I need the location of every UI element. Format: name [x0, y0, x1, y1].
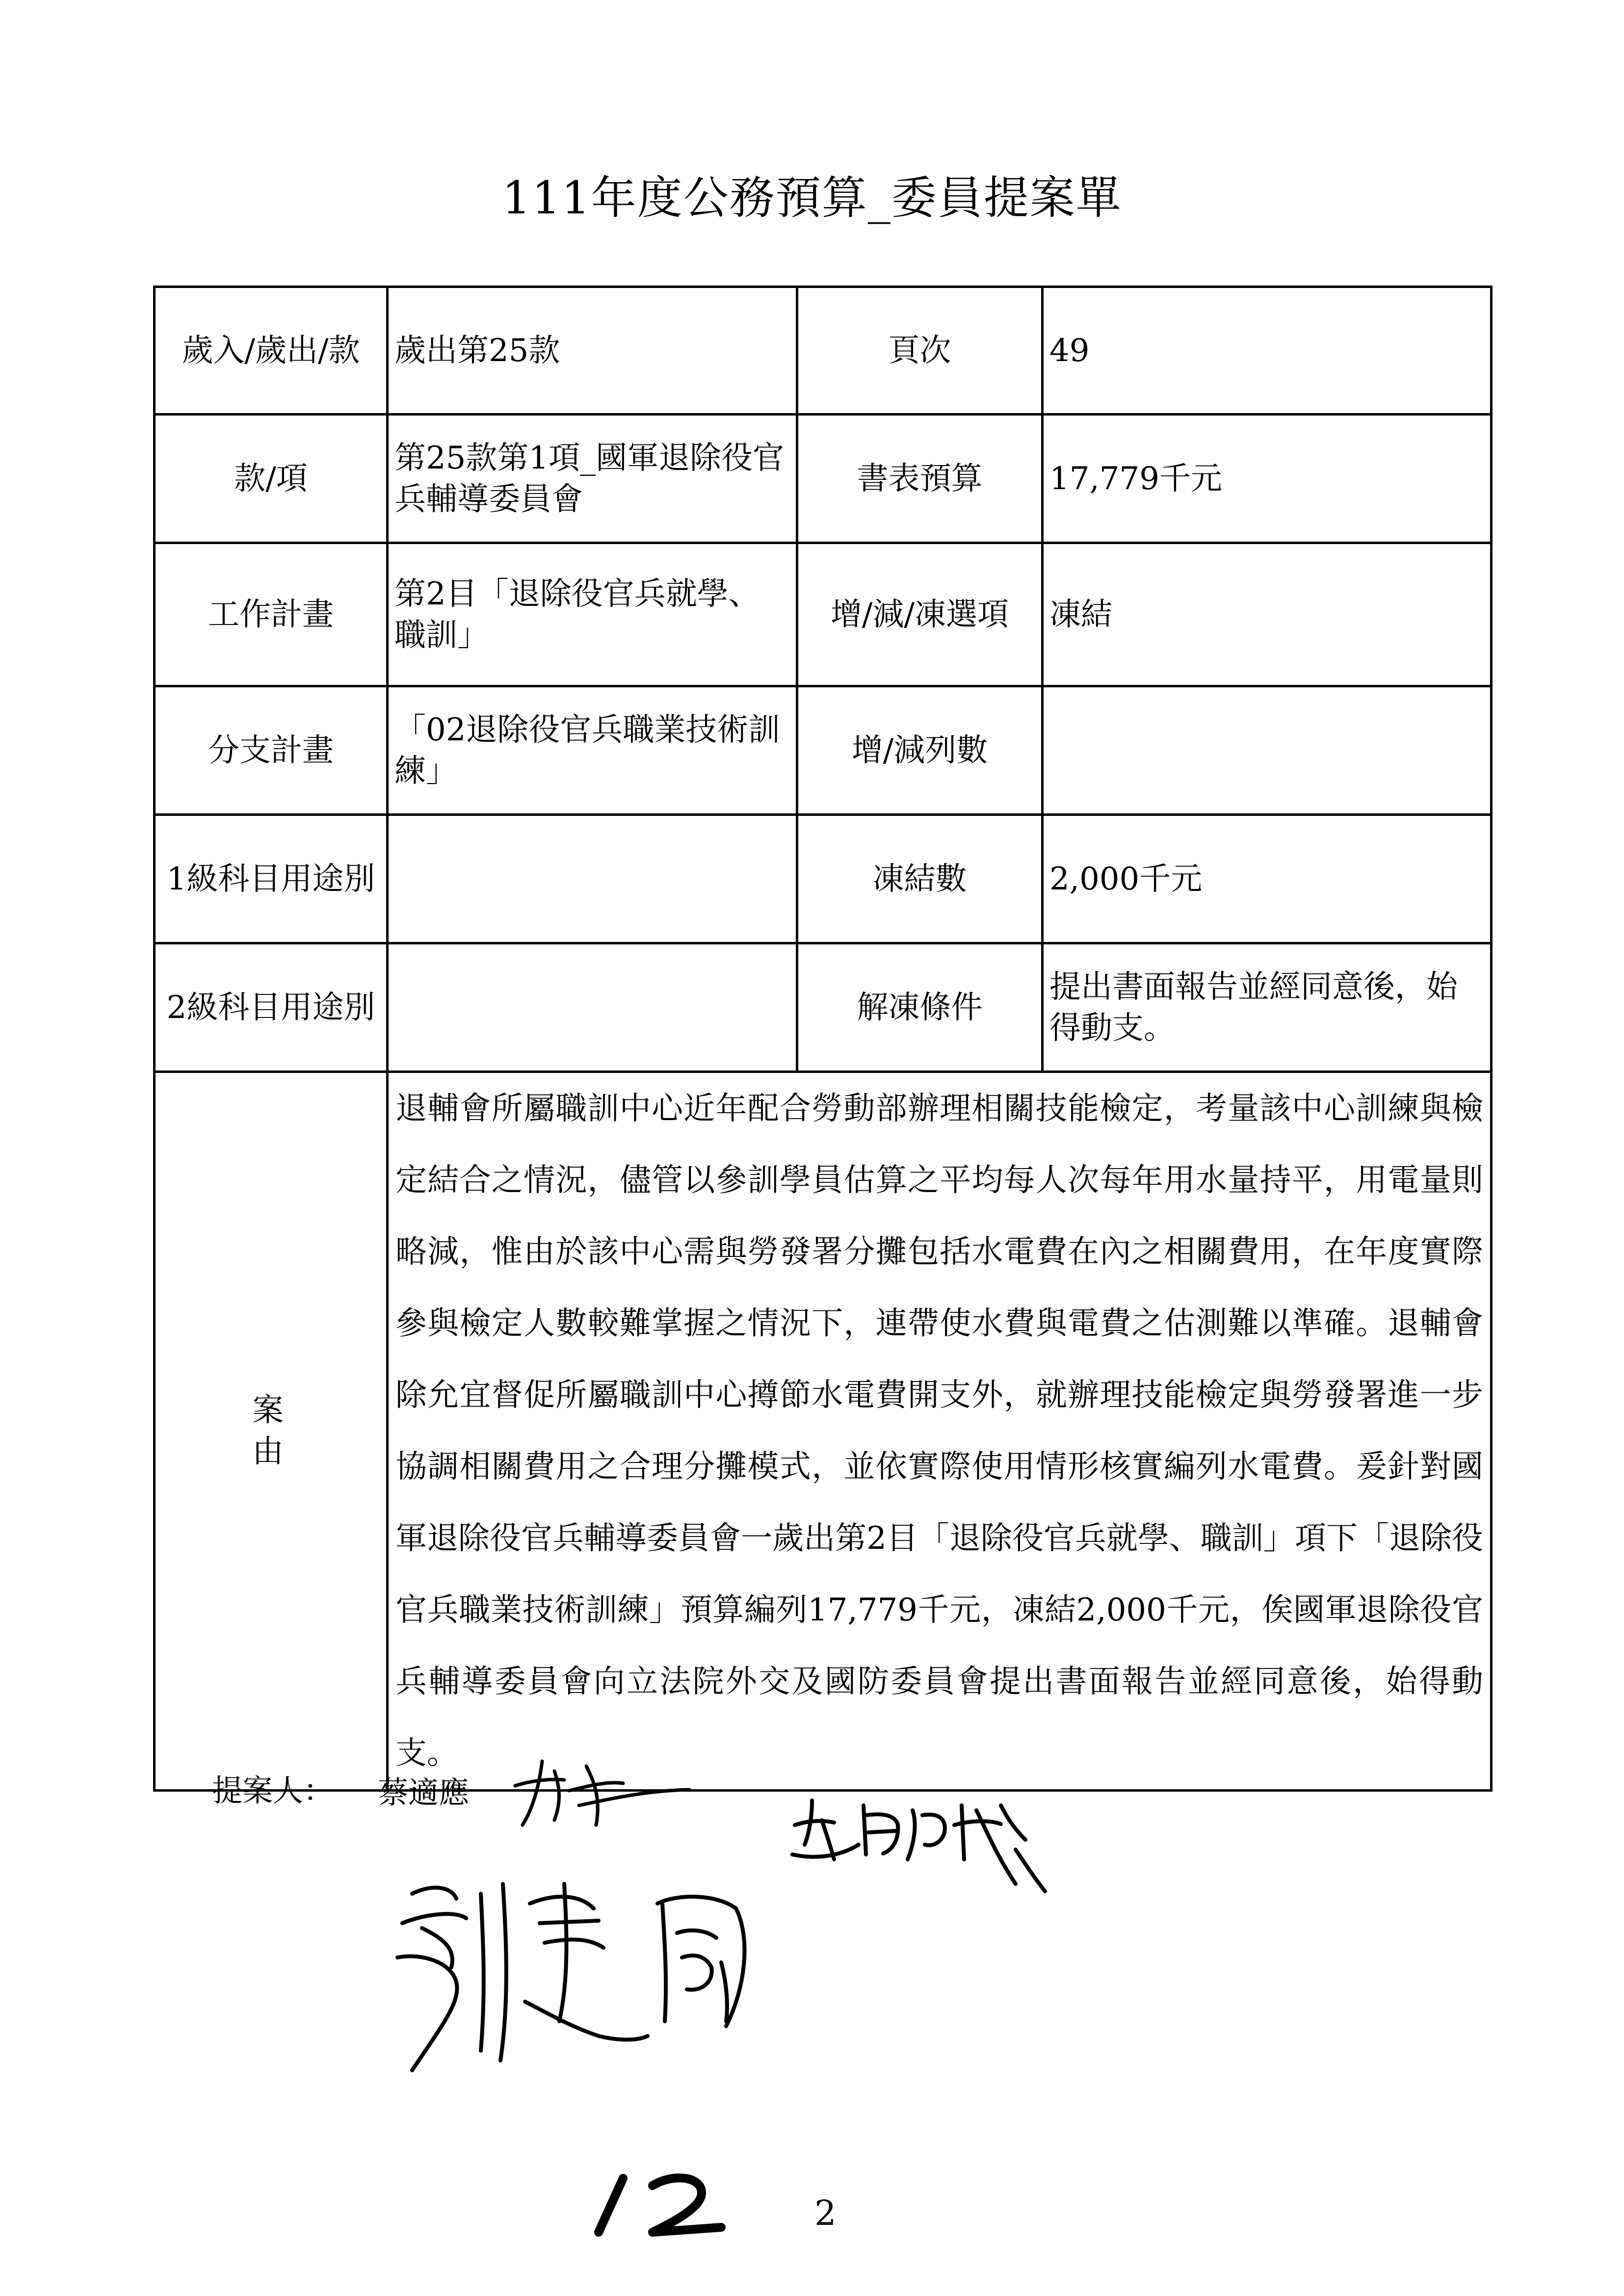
document-title: 111年度公務預算_委員提案單	[502, 172, 1122, 224]
form-row-account	[155, 287, 1492, 415]
handwritten-signature-1	[496, 1751, 702, 1840]
form-row-item	[155, 415, 1492, 543]
label-branch-plan: 分支計畫	[155, 686, 388, 815]
label-level1: 1級科目用途別	[155, 815, 388, 943]
reason-text: 退輔會所屬職訓中心近年配合勞動部辦理相關技能檢定，考量該中心訓練與檢定結合之情況，儘管以參訓學員估算之平均每人次每年用水量持平，用電量則略減，惟由於該中心需與勞發署分攤包括水電費在內之相關費用，在年度實際參與檢定人數較難掌握之情況下，連帶使水費與電費之估測難以準確。退輔會除允宜督促所屬職訓中心撙節水電費開支外，就辦理技能檢定與勞發署進一步協調相關費用之合理分攤模式，並依實際使用情形核實編列水電費。爰針對國軍退除役官兵輔導委員會一歲出第2目「退除役官兵就學、職訓」項下「退除役官兵職業技術訓練」預算編列17,779千元，凍結2,000千元，俟國軍退除役官兵輔導委員會向立法院外交及國防委員會提出書面報告並經同意後，始得動支。	[388, 1072, 1492, 1791]
handwritten-number-12	[584, 2164, 746, 2247]
label-item: 款/項	[155, 415, 388, 543]
label-work-plan: 工作計畫	[155, 543, 388, 686]
proposal-form-table	[153, 286, 1493, 1792]
value-frozen-amount: 2,000千元	[1043, 815, 1492, 943]
label-page: 頁次	[797, 287, 1043, 415]
value-page: 49	[1043, 287, 1492, 415]
value-change-amount	[1043, 686, 1492, 815]
label-account: 歲入/歲出/款	[155, 287, 388, 415]
label-unfreeze-condition: 解凍條件	[797, 943, 1043, 1072]
label-change-amount: 增/減列數	[797, 686, 1043, 815]
handwritten-signature-2	[785, 1786, 1060, 1899]
value-account: 歲出第25款	[388, 287, 797, 415]
form-row-reason	[155, 1072, 1492, 1791]
form-row-level1	[155, 815, 1492, 943]
value-branch-plan: 「02退除役官兵職業技術訓練」	[388, 686, 797, 815]
label-option: 增/減/凍選項	[797, 543, 1043, 686]
value-level2	[388, 943, 797, 1072]
page-number: 2	[814, 2193, 837, 2233]
label-reason: 案由	[155, 1072, 388, 1791]
form-row-work-plan	[155, 543, 1492, 686]
value-item: 第25款第1項_國軍退除役官兵輔導委員會	[388, 415, 797, 543]
value-budget: 17,779千元	[1043, 415, 1492, 543]
handwritten-signature-3	[383, 1864, 785, 2080]
form-row-branch-plan	[155, 686, 1492, 815]
value-level1	[388, 815, 797, 943]
label-frozen-amount: 凍結數	[797, 815, 1043, 943]
form-row-level2	[155, 943, 1492, 1072]
value-work-plan: 第2目「退除役官兵就學、職訓」	[388, 543, 797, 686]
value-option: 凍結	[1043, 543, 1492, 686]
proposer-typed-name: 蔡適應	[378, 1774, 470, 1810]
label-level2: 2級科目用途別	[155, 943, 388, 1072]
proposer-label: 提案人：	[212, 1773, 334, 1808]
value-unfreeze-condition: 提出書面報告並經同意後，始得動支。	[1043, 943, 1492, 1072]
label-budget: 書表預算	[797, 415, 1043, 543]
